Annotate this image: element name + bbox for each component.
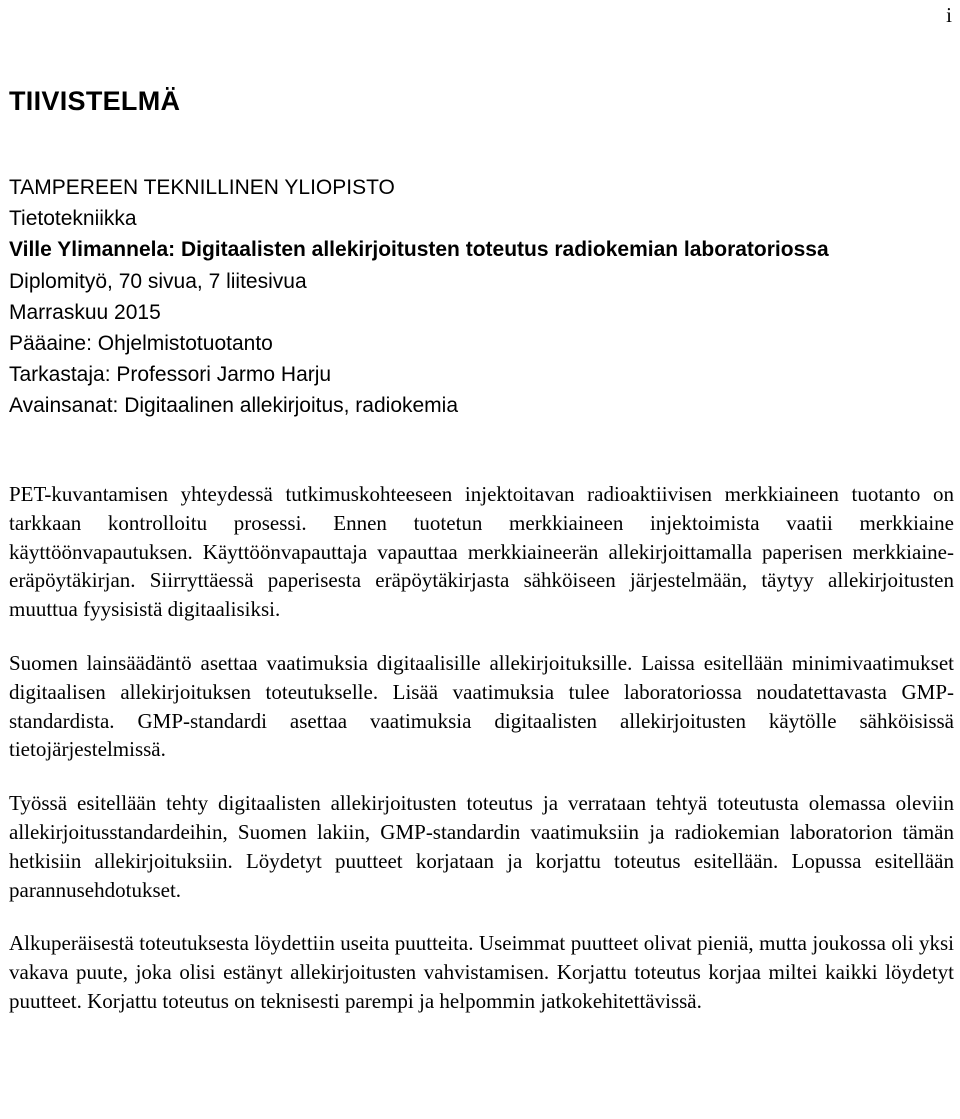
abstract-paragraph: PET-kuvantamisen yhteydessä tutkimuskohteeseen injektoitavan radioaktiivisen merkkiaineen tuotanto on tarkkaan kontrolloitu prosessi. Ennen tuotetun merkkiaineen injektoimista vaatii merkkiaine käyttöönvapautuksen. Käyttöönvapauttaja vapauttaa merkkiaineerän allekirjoittamalla paperisen merkkiaine-eräpöytäkirjan. Siirryttäessä paperisesta eräpöytäkirjasta sähköiseen järjestelmään, täytyy allekirjoitusten muuttua fyysisistä digitaalisiksi. [9, 482, 954, 622]
thesis-info: Diplomityö, 70 sivua, 7 liitesivua [9, 269, 307, 293]
thesis-date: Marraskuu 2015 [9, 300, 161, 324]
university-name: TAMPEREEN TEKNILLINEN YLIOPISTO [9, 176, 395, 199]
abstract-paragraph: Työssä esitellään tehty digitaalisten allekirjoitusten toteutus ja verrataan tehtyä toteutusta olemassa oleviin allekirjoitusstandardeihin, Suomen lakiin, GMP-standardin vaatimuksiin ja radiokemian laboratorion tämän hetkisiin allekirjoituksiin. Löydetyt puutteet korjataan ja korjattu toteutus esitellään. Lopussa esitellään parannusehdotukset. [9, 791, 954, 902]
department-name: Tietotekniikka [9, 207, 137, 231]
abstract-paragraph: Alkuperäisestä toteutuksesta löydettiin useita puutteita. Useimmat puutteet olivat pieniä, mutta joukossa oli yksi vakava puute, joka olisi estänyt allekirjoitusten vahvistamisen. Korjattu toteutus korjaa miltei kaikki löydetyt puutteet. Korjattu toteutus on teknisesti parempi ja helpommin jatkokehitettävissä. [9, 931, 954, 1013]
abstract-paragraph: Suomen lainsäädäntö asettaa vaatimuksia digitaalisille allekirjoituksille. Laissa esitellään minimivaatimukset digitaalisen allekirjoituksen toteutukselle. Lisää vaatimuksia tulee laboratoriossa noudatettavasta GMP-standardista. GMP-standardi asettaa vaatimuksia digitaalisten allekirjoitusten käytölle sähköisissä tietojärjestelmissä. [9, 650, 954, 762]
author-and-title: Ville Ylimannela: Digitaalisten allekirjoitusten toteutus radiokemian laboratoriossa [9, 238, 829, 262]
abstract-body [9, 480, 954, 1041]
examiner: Tarkastaja: Professori Jarmo Harju [9, 363, 332, 387]
major-subject: Pääaine: Ohjelmistotuotanto [9, 332, 273, 356]
abstract-heading: TIIVISTELMÄ [9, 86, 181, 116]
thesis-metadata [9, 172, 954, 422]
page-number: i [946, 3, 952, 27]
keywords: Avainsanat: Digitaalinen allekirjoitus, radiokemia [9, 394, 459, 418]
